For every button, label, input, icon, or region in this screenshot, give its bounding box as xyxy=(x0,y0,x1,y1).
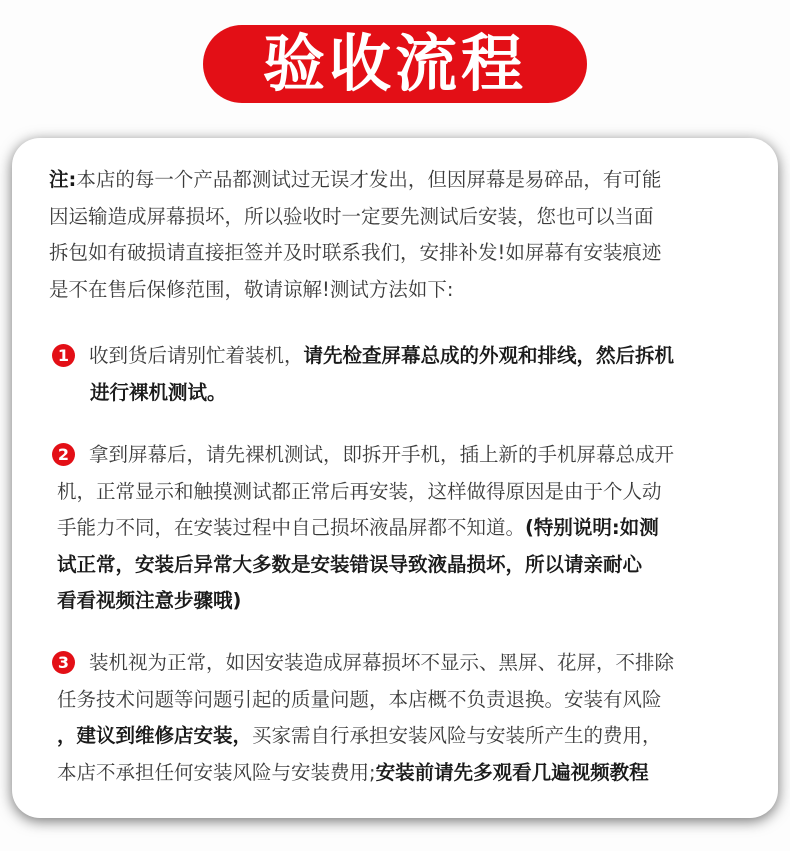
step-text-bold: 进行裸机测试。 xyxy=(90,380,227,404)
step-text-bold: 安装前请先多观看几遍视频教程 xyxy=(375,760,649,784)
step-text: 本店不承担任何安装风险与安装费用; xyxy=(57,760,376,784)
step-text-bold: (特别说明:如测 xyxy=(525,516,659,539)
step-text: 手能力不同，在安装过程中自己损坏液晶屏都不知道。 xyxy=(57,516,526,539)
step-text: 装机视为正常，如因安装造成屏幕损坏不显示、黑屏、花屏，不排除 xyxy=(89,651,675,674)
step-3 xyxy=(52,645,752,791)
step-text: 拿到屏幕后，请先裸机测试，即拆开手机，插上新的手机屏幕总成开 xyxy=(89,443,675,466)
step-text-bold: 请先检查屏幕总成的外观和排线，然后拆机 xyxy=(303,344,675,367)
step-text: 任务技术问题等问题引起的质量问题，本店概不负责退换。安装有风险 xyxy=(57,687,662,711)
step-text-bold: 看看视频注意步骤哦) xyxy=(57,589,242,612)
step-text: 收到货后请别忙着装机， xyxy=(89,344,304,367)
step-number-badge: 1 xyxy=(52,344,75,367)
notice-line: 是不在售后保修范围，敬请谅解!测试方法如下: xyxy=(49,277,454,301)
notice-label: 注: xyxy=(49,168,77,191)
notice-paragraph xyxy=(49,162,749,308)
step-2 xyxy=(52,437,752,620)
notice-line: 拆包如有破损请直接拒签并及时联系我们，安排补发!如屏幕有安装痕迹 xyxy=(49,241,662,264)
notice-line: 因运输造成屏幕损坏，所以验收时一定要先测试后安装，您也可以当面 xyxy=(49,204,654,228)
step-text-bold: 试正常，安装后异常大多数是安装错误导致液晶损坏，所以请亲耐心 xyxy=(57,552,643,576)
step-text: 买家需自行承担安装风险与安装所产生的费用， xyxy=(252,724,662,747)
step-number-badge: 3 xyxy=(52,651,75,674)
page-title: 验收流程 xyxy=(203,25,587,103)
notice-line: 本店的每一个产品都测试过无误才发出，但因屏幕是易碎品，有可能 xyxy=(76,168,662,191)
step-text: 机，正常显示和触摸测试都正常后再安装，这样做得原因是由于个人动 xyxy=(57,479,662,503)
step-number-badge: 2 xyxy=(52,443,75,466)
step-text-bold: ，建议到维修店安装， xyxy=(57,724,253,747)
step-1 xyxy=(52,338,752,411)
